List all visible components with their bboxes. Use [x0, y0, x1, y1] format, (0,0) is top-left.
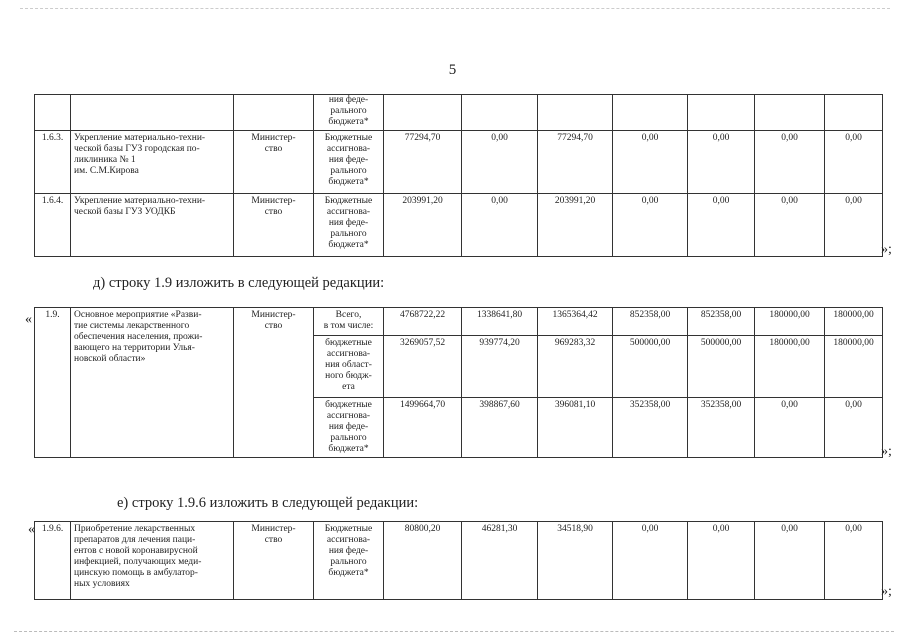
- table-section-e: [34, 521, 883, 600]
- value-cell: 80800,20: [384, 522, 462, 600]
- value-cell: 180000,00: [825, 336, 883, 398]
- source-cell: Всего, в том числе:: [314, 308, 384, 336]
- open-quote: «: [25, 312, 32, 327]
- value-cell: 0,00: [755, 522, 825, 600]
- table-row: [35, 194, 883, 257]
- executor-cell: Министер- ство: [234, 194, 314, 257]
- value-cell: 0,00: [462, 131, 538, 194]
- table-row: [35, 308, 883, 336]
- table-top: [34, 94, 883, 257]
- top-edge-line: [20, 8, 890, 9]
- value-cell: 0,00: [462, 194, 538, 257]
- table-section-d: [34, 307, 883, 458]
- value-cell: 1499664,70: [384, 398, 462, 458]
- table-row: [35, 95, 883, 131]
- value-cell: 352358,00: [613, 398, 688, 458]
- value-cell: 0,00: [825, 131, 883, 194]
- value-cell: 500000,00: [688, 336, 755, 398]
- close-quote: »;: [881, 584, 892, 599]
- value-cell: 77294,70: [538, 131, 613, 194]
- value-cell: 0,00: [755, 131, 825, 194]
- section-e-heading: е) строку 1.9.6 изложить в следующей редакции:: [117, 495, 419, 511]
- event-cell: Основное мероприятие «Разви- тие системы лекарственного обеспечения населения, прожи- вающего на территории Улья- новской области»: [71, 308, 234, 458]
- value-cell: 0,00: [613, 131, 688, 194]
- source-cell: бюджетные ассигнова- ния феде- рального бюджета*: [314, 398, 384, 458]
- source-cell: Бюджетные ассигнова- ния феде- рального бюджета*: [314, 194, 384, 257]
- value-cell: 0,00: [688, 194, 755, 257]
- value-cell: 352358,00: [688, 398, 755, 458]
- value-cell: 180000,00: [825, 308, 883, 336]
- event-cell: Укрепление материально-техни- ческой базы ГУЗ городская по- ликлиника № 1 им. С.М.Кирова: [71, 131, 234, 194]
- value-cell: 0,00: [825, 522, 883, 600]
- row-number: 1.9.6.: [35, 522, 71, 600]
- value-cell: 398867,60: [462, 398, 538, 458]
- event-cell: Приобретение лекарственных препаратов для лечения паци- ентов с новой коронавирусной инфекцией, получающих меди- цинскую помощь в амбулатор- ных условиях: [71, 522, 234, 600]
- executor-cell: Министер- ство: [234, 522, 314, 600]
- bottom-edge-line: [14, 631, 894, 632]
- row-number: 1.9.: [35, 308, 71, 458]
- value-cell: 852358,00: [613, 308, 688, 336]
- open-quote: «: [28, 522, 35, 537]
- event-cell: Укрепление материально-техни- ческой базы ГУЗ УОДКБ: [71, 194, 234, 257]
- row-number: 1.6.3.: [35, 131, 71, 194]
- page-number: 5: [448, 62, 457, 78]
- value-cell: 939774,20: [462, 336, 538, 398]
- value-cell: 0,00: [688, 131, 755, 194]
- value-cell: 77294,70: [384, 131, 462, 194]
- source-cell: бюджетные ассигнова- ния област- ного бюдж- ета: [314, 336, 384, 398]
- value-cell: 203991,20: [538, 194, 613, 257]
- value-cell: 3269057,52: [384, 336, 462, 398]
- close-quote: »;: [881, 242, 892, 257]
- table-row: [35, 522, 883, 600]
- table-row: [35, 131, 883, 194]
- value-cell: 0,00: [613, 522, 688, 600]
- row-number: 1.6.4.: [35, 194, 71, 257]
- value-cell: 180000,00: [755, 336, 825, 398]
- source-cell: ния феде- рального бюджета*: [314, 95, 384, 131]
- value-cell: 203991,20: [384, 194, 462, 257]
- value-cell: 46281,30: [462, 522, 538, 600]
- value-cell: 852358,00: [688, 308, 755, 336]
- source-cell: Бюджетные ассигнова- ния феде- рального бюджета*: [314, 522, 384, 600]
- executor-cell: Министер- ство: [234, 308, 314, 458]
- value-cell: 180000,00: [755, 308, 825, 336]
- value-cell: 396081,10: [538, 398, 613, 458]
- value-cell: 0,00: [825, 194, 883, 257]
- value-cell: 0,00: [755, 398, 825, 458]
- value-cell: 1338641,80: [462, 308, 538, 336]
- value-cell: 1365364,42: [538, 308, 613, 336]
- value-cell: 500000,00: [613, 336, 688, 398]
- close-quote: »;: [881, 444, 892, 459]
- source-cell: Бюджетные ассигнова- ния феде- рального бюджета*: [314, 131, 384, 194]
- section-d-heading: д) строку 1.9 изложить в следующей редакции:: [93, 275, 385, 291]
- value-cell: 4768722,22: [384, 308, 462, 336]
- value-cell: 0,00: [688, 522, 755, 600]
- value-cell: 0,00: [613, 194, 688, 257]
- value-cell: 969283,32: [538, 336, 613, 398]
- executor-cell: Министер- ство: [234, 131, 314, 194]
- value-cell: 34518,90: [538, 522, 613, 600]
- value-cell: 0,00: [825, 398, 883, 458]
- value-cell: 0,00: [755, 194, 825, 257]
